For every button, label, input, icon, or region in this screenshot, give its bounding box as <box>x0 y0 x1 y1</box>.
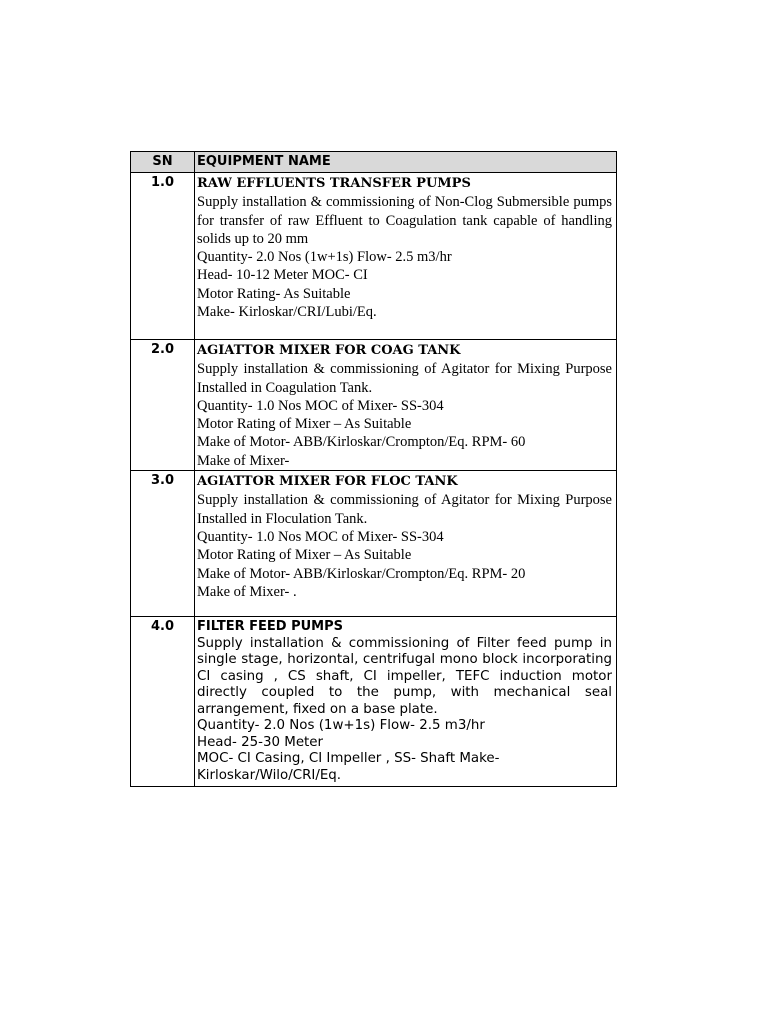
table-row <box>131 617 617 787</box>
equipment-cell <box>195 173 617 340</box>
equipment-cell <box>195 617 617 787</box>
equipment-description: Supply installation & commissioning of Non-Clog Submersible pumps for transfer of raw Effluent to Coagulation tank capable of handling solids up to 20 mm <box>197 194 612 247</box>
spec-line: Quantity- 1.0 Nos MOC of Mixer- SS-304 <box>197 528 444 545</box>
header-equipment-name: EQUIPMENT NAME <box>195 152 617 173</box>
equipment-cell <box>195 340 617 471</box>
spec-line: Make of Mixer- . <box>197 583 297 600</box>
header-sn: SN <box>131 152 195 173</box>
equipment-title: RAW EFFLUENTS TRANSFER PUMPS <box>197 176 471 191</box>
equipment-table <box>130 151 617 787</box>
table-header-row <box>131 152 617 173</box>
spec-line: Make- Kirloskar/CRI/Lubi/Eq. <box>197 304 377 321</box>
spec-line: Make of Motor- ABB/Kirloskar/Crompton/Eq. RPM- 20 <box>197 565 526 582</box>
equipment-title: FILTER FEED PUMPS <box>197 619 344 635</box>
spec-line: Motor Rating of Mixer – As Suitable <box>197 547 412 564</box>
spec-line: Make of Motor- ABB/Kirloskar/Crompton/Eq. RPM- 60 <box>197 434 526 451</box>
sn-cell: 1.0 <box>131 173 195 340</box>
spec-line: Make of Mixer- <box>197 452 290 469</box>
spec-line: Head- 10-12 Meter MOC- CI <box>197 267 368 284</box>
equipment-title: AGIATTOR MIXER FOR COAG TANK <box>197 343 461 358</box>
equipment-description: Supply installation & commissioning of Agitator for Mixing Purpose Installed in Coagulation Tank. <box>197 361 612 396</box>
table-row <box>131 471 617 617</box>
table-row <box>131 173 617 340</box>
sn-cell: 2.0 <box>131 340 195 471</box>
equipment-description: Supply installation & commissioning of Filter feed pump in single stage, horizontal, centrifugal mono block incorporating CI casing , CS shaft, CI impeller, TEFC induction motor directly coupled to the pump, with mechanical seal arrangement, fixed on a base plate. <box>197 635 612 717</box>
spec-line: Head- 25-30 Meter <box>197 734 324 750</box>
sn-cell: 4.0 <box>131 617 195 787</box>
equipment-cell <box>195 471 617 617</box>
equipment-title: AGIATTOR MIXER FOR FLOC TANK <box>197 474 458 490</box>
spec-line: Motor Rating of Mixer – As Suitable <box>197 416 412 433</box>
spec-line: Quantity- 2.0 Nos (1w+1s) Flow- 2.5 m3/hr <box>197 718 485 734</box>
spec-line: Motor Rating- As Suitable <box>197 285 351 302</box>
spec-line: Quantity- 1.0 Nos MOC of Mixer- SS-304 <box>197 397 444 414</box>
spec-line: Quantity- 2.0 Nos (1w+1s) Flow- 2.5 m3/hr <box>197 249 452 266</box>
spec-line: MOC- CI Casing, CI Impeller , SS- Shaft Make- <box>197 751 500 767</box>
equipment-description: Supply installation & commissioning of Agitator for Mixing Purpose Installed in Floculation Tank. <box>197 492 612 527</box>
sn-cell: 3.0 <box>131 471 195 617</box>
spec-line: Kirloskar/Wilo/CRI/Eq. <box>197 767 342 783</box>
table-row <box>131 340 617 471</box>
